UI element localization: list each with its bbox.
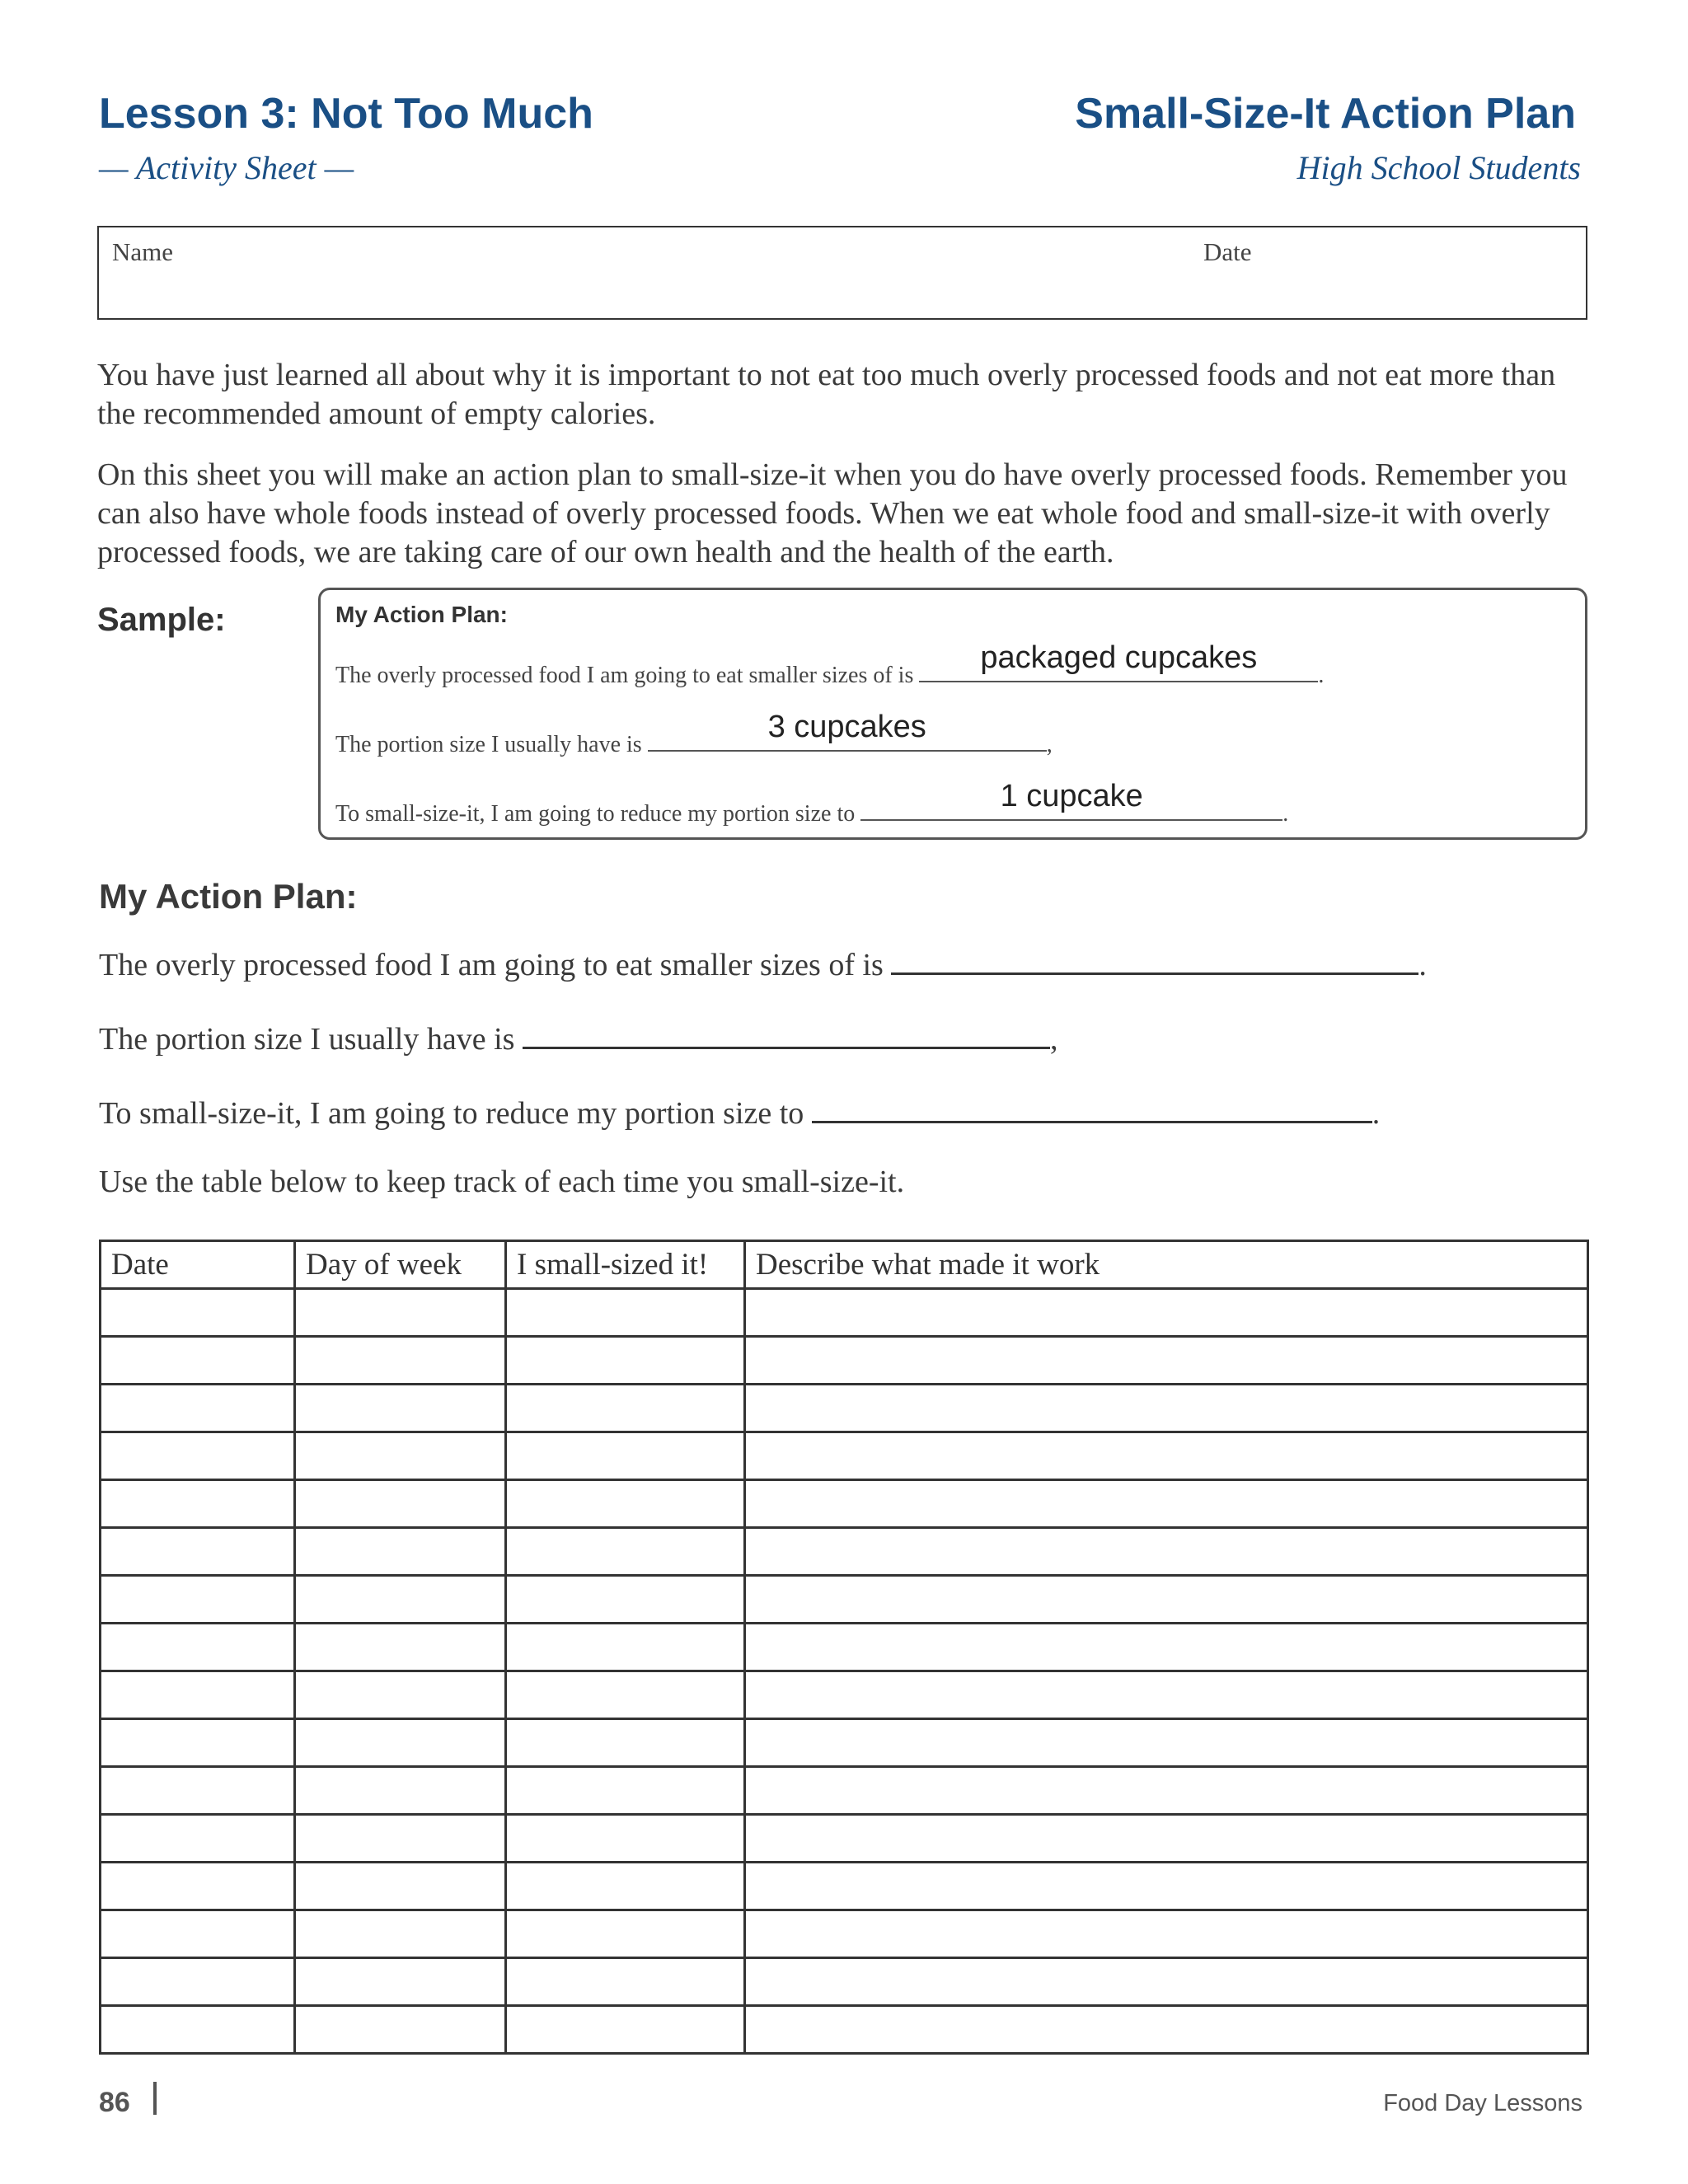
sample-blank-portion: [648, 710, 1047, 752]
page-number: 86: [99, 2087, 130, 2118]
sample-line-portion-text: The portion size I usually have is: [335, 732, 642, 757]
table-row: [101, 1480, 1588, 1528]
small-sized-cell[interactable]: [506, 1624, 745, 1671]
plan-line-food-text: The overly processed food I am going to eat smaller sizes of is: [99, 948, 884, 982]
table-row: [101, 1719, 1588, 1767]
small-sized-cell[interactable]: [506, 1719, 745, 1767]
small-sized-cell[interactable]: [506, 2006, 745, 2054]
day-of-week-cell[interactable]: [295, 1337, 506, 1385]
sample-heading: My Action Plan:: [335, 602, 508, 627]
small-sized-cell[interactable]: [506, 1671, 745, 1719]
column-header-describe: Describe what made it work: [745, 1241, 1588, 1289]
table-row: [101, 1863, 1588, 1910]
audience-subtitle: High School Students: [1296, 149, 1581, 186]
action-plan-title: Small-Size-It Action Plan: [1075, 90, 1576, 138]
describe-cell[interactable]: [745, 1432, 1588, 1480]
tracking-table: [99, 1240, 1589, 2055]
day-of-week-cell[interactable]: [295, 1671, 506, 1719]
describe-cell[interactable]: [745, 1958, 1588, 2006]
describe-cell[interactable]: [745, 1910, 1588, 1958]
table-row: [101, 1337, 1588, 1385]
table-intro: Use the table below to keep track of each time you small-size-it.: [99, 1165, 905, 1199]
lesson-title: Lesson 3: Not Too Much: [99, 90, 593, 138]
date-cell[interactable]: [101, 1289, 295, 1337]
date-cell[interactable]: [101, 1528, 295, 1576]
describe-cell[interactable]: [745, 1289, 1588, 1337]
table-row: [101, 1528, 1588, 1576]
table-row: [101, 1671, 1588, 1719]
sample-line-reduce: [335, 779, 1289, 827]
day-of-week-cell[interactable]: [295, 1624, 506, 1671]
table-row: [101, 1385, 1588, 1432]
describe-cell[interactable]: [745, 1767, 1588, 1815]
describe-cell[interactable]: [745, 1863, 1588, 1910]
day-of-week-cell[interactable]: [295, 1958, 506, 2006]
small-sized-cell[interactable]: [506, 1863, 745, 1910]
day-of-week-cell[interactable]: [295, 1576, 506, 1624]
sample-line-reduce-end: .: [1282, 801, 1289, 827]
sample-blank-reduce: [860, 779, 1282, 821]
my-action-plan-heading: My Action Plan:: [99, 877, 358, 916]
day-of-week-cell[interactable]: [295, 1480, 506, 1528]
date-cell[interactable]: [101, 1385, 295, 1432]
sample-line-reduce-text: To small-size-it, I am going to reduce my portion size to: [335, 801, 856, 827]
publication-name: Food Day Lessons: [1383, 2090, 1582, 2116]
day-of-week-cell[interactable]: [295, 1815, 506, 1863]
day-of-week-cell[interactable]: [295, 1719, 506, 1767]
column-header-day-of-week: Day of week: [295, 1241, 506, 1289]
small-sized-cell[interactable]: [506, 1910, 745, 1958]
plan-line-reduce-end: .: [1372, 1096, 1381, 1131]
table-row: [101, 1576, 1588, 1624]
date-cell[interactable]: [101, 1719, 295, 1767]
date-cell[interactable]: [101, 2006, 295, 2054]
sample-line-food: [335, 640, 1325, 689]
day-of-week-cell[interactable]: [295, 1385, 506, 1432]
name-label: Name: [112, 237, 174, 266]
date-cell[interactable]: [101, 1767, 295, 1815]
table-row: [101, 1958, 1588, 2006]
small-sized-cell[interactable]: [506, 1576, 745, 1624]
table-row: [101, 1910, 1588, 1958]
day-of-week-cell[interactable]: [295, 2006, 506, 2054]
plan-blank-reduce[interactable]: [812, 1090, 1372, 1123]
sample-line-food-end: .: [1318, 663, 1325, 688]
plan-line-portion-end: ,: [1049, 1022, 1058, 1057]
sample-line-portion: [335, 710, 1053, 758]
describe-cell[interactable]: [745, 1480, 1588, 1528]
describe-cell[interactable]: [745, 1719, 1588, 1767]
day-of-week-cell[interactable]: [295, 1910, 506, 1958]
small-sized-cell[interactable]: [506, 1480, 745, 1528]
intro-paragraph-1: You have just learned all about why it is important to not eat too much overly processed foods and not eat more than the recommended amount of empty calories.: [97, 358, 1556, 431]
day-of-week-cell[interactable]: [295, 1289, 506, 1337]
small-sized-cell[interactable]: [506, 1385, 745, 1432]
intro-paragraph-2: On this sheet you will make an action plan to small-size-it when you do have overly processed foods. Remember you can also have whole foods instead of overly processed foods. When we eat whole food and small-size-it with overly processed foods, we are taking care of our own health and the health of the earth.: [97, 457, 1568, 569]
date-label: Date: [1203, 237, 1252, 266]
sample-reduce-value: 1 cupcake: [1000, 779, 1143, 813]
table-row: [101, 1289, 1588, 1337]
date-cell[interactable]: [101, 1480, 295, 1528]
describe-cell[interactable]: [745, 1576, 1588, 1624]
date-cell[interactable]: [101, 1958, 295, 2006]
table-row: [101, 1432, 1588, 1480]
date-cell[interactable]: [101, 1863, 295, 1910]
plan-line-portion: [99, 1015, 1057, 1057]
table-row: [101, 2006, 1588, 2054]
describe-cell[interactable]: [745, 1528, 1588, 1576]
small-sized-cell[interactable]: [506, 1767, 745, 1815]
day-of-week-cell[interactable]: [295, 1767, 506, 1815]
plan-blank-food[interactable]: [891, 941, 1418, 975]
activity-sheet-subtitle: — Activity Sheet —: [99, 149, 354, 186]
small-sized-cell[interactable]: [506, 1815, 745, 1863]
describe-cell[interactable]: [745, 2006, 1588, 2054]
date-cell[interactable]: [101, 1910, 295, 1958]
column-header-date: Date: [101, 1241, 295, 1289]
plan-line-portion-text: The portion size I usually have is: [99, 1022, 515, 1057]
small-sized-cell[interactable]: [506, 1289, 745, 1337]
day-of-week-cell[interactable]: [295, 1528, 506, 1576]
date-cell[interactable]: [101, 1624, 295, 1671]
date-cell[interactable]: [101, 1671, 295, 1719]
plan-line-food: [99, 941, 1427, 983]
date-cell[interactable]: [101, 1337, 295, 1385]
sample-blank-food: [919, 640, 1318, 682]
footer-divider: [153, 2082, 157, 2115]
sample-action-plan-box: [318, 588, 1587, 840]
sample-line-portion-end: ,: [1046, 732, 1053, 757]
day-of-week-cell[interactable]: [295, 1432, 506, 1480]
plan-blank-portion[interactable]: [523, 1015, 1050, 1049]
date-cell[interactable]: [101, 1432, 295, 1480]
small-sized-cell[interactable]: [506, 1958, 745, 2006]
sample-line-food-text: The overly processed food I am going to eat smaller sizes of is: [335, 663, 914, 688]
column-header-small-sized: I small-sized it!: [506, 1241, 745, 1289]
date-cell[interactable]: [101, 1815, 295, 1863]
describe-cell[interactable]: [745, 1671, 1588, 1719]
small-sized-cell[interactable]: [506, 1528, 745, 1576]
date-cell[interactable]: [101, 1576, 295, 1624]
describe-cell[interactable]: [745, 1624, 1588, 1671]
day-of-week-cell[interactable]: [295, 1863, 506, 1910]
sample-portion-value: 3 cupcakes: [767, 710, 926, 744]
sample-label: Sample:: [97, 602, 226, 638]
name-date-box[interactable]: [97, 226, 1587, 320]
describe-cell[interactable]: [745, 1815, 1588, 1863]
table-row: [101, 1767, 1588, 1815]
small-sized-cell[interactable]: [506, 1337, 745, 1385]
small-sized-cell[interactable]: [506, 1432, 745, 1480]
tracking-table-header-row: [101, 1241, 1588, 1289]
sample-food-value: packaged cupcakes: [980, 640, 1258, 675]
plan-line-reduce: [99, 1090, 1380, 1132]
describe-cell[interactable]: [745, 1385, 1588, 1432]
plan-line-food-end: .: [1418, 948, 1427, 982]
describe-cell[interactable]: [745, 1337, 1588, 1385]
plan-line-reduce-text: To small-size-it, I am going to reduce my portion size to: [99, 1096, 804, 1131]
table-row: [101, 1624, 1588, 1671]
table-row: [101, 1815, 1588, 1863]
